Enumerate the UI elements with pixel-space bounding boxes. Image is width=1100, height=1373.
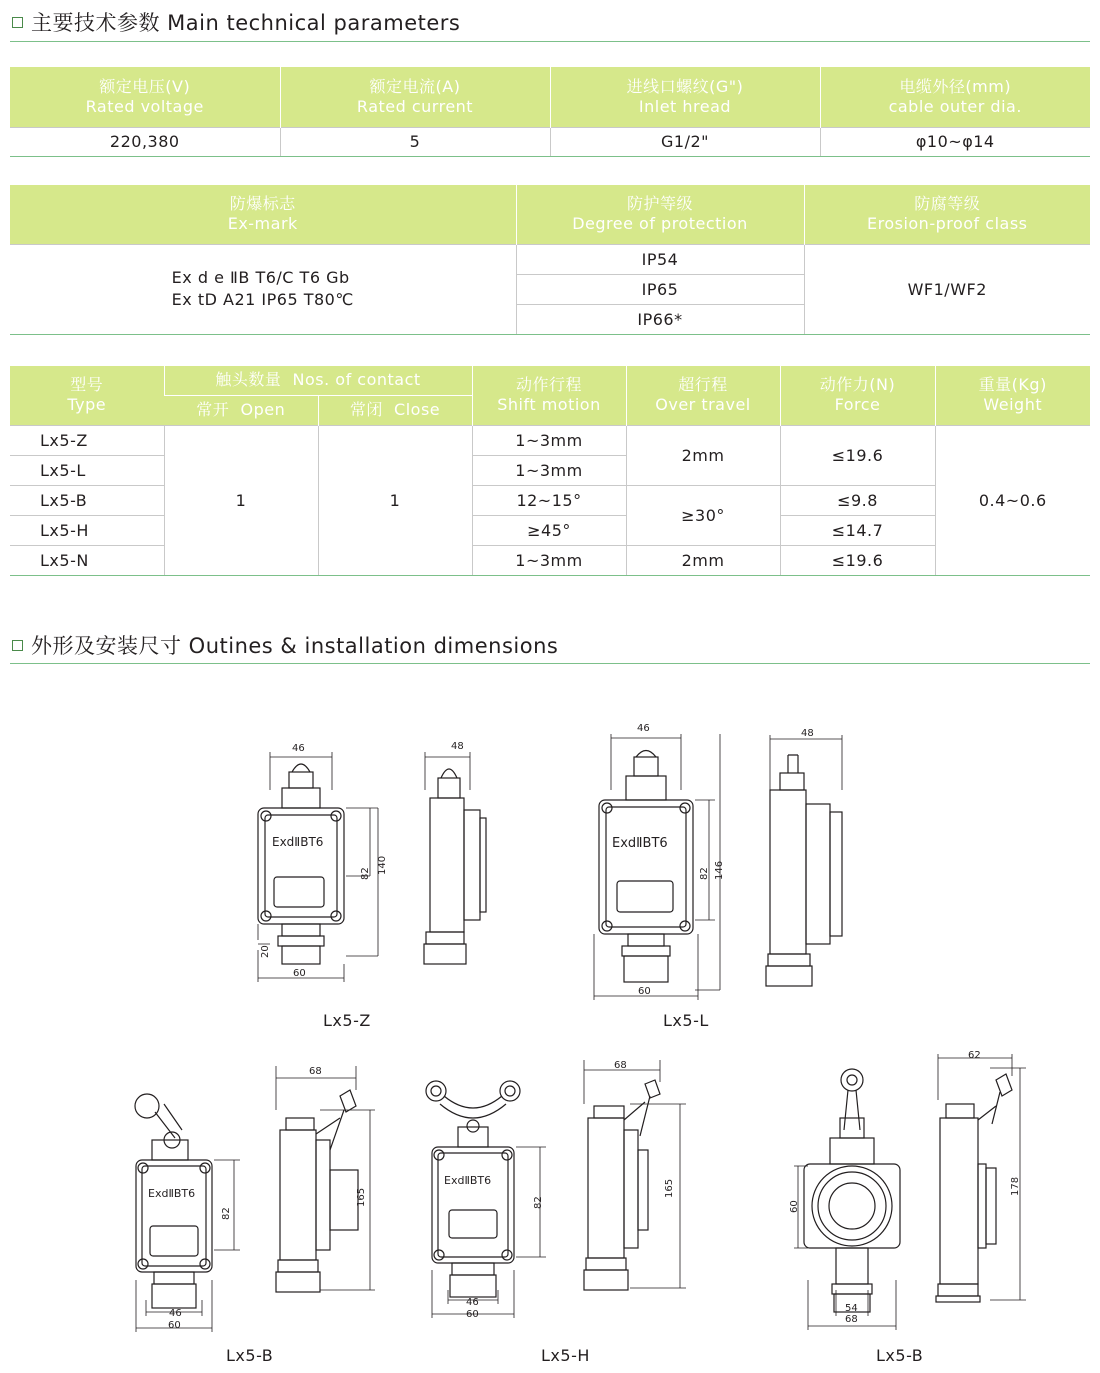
header-weight: 重量(Kg) Weight — [935, 366, 1090, 425]
cell-force: ≤9.8 — [780, 485, 935, 515]
lx5-l-front-view — [594, 723, 725, 1000]
cell-over: 2mm — [626, 425, 780, 485]
cell-rated-current: 5 — [280, 127, 550, 156]
header-shift-motion: 动作行程 Shift motion — [472, 366, 626, 425]
header-open: 常开 Open — [164, 395, 318, 425]
svg-text:68: 68 — [309, 1066, 322, 1077]
cell-cable-dia: φ10~φ14 — [820, 127, 1090, 156]
cell-type: Lx5-B — [10, 485, 164, 515]
svg-text:82: 82 — [533, 1196, 544, 1209]
cell-force: ≤19.6 — [780, 545, 935, 575]
svg-text:60: 60 — [293, 968, 306, 979]
cell-over: 2mm — [626, 545, 780, 575]
svg-text:20: 20 — [260, 945, 271, 958]
cell-shift: 1~3mm — [472, 455, 626, 485]
cell-protection-ip66: IP66* — [516, 304, 804, 334]
cell-open: 1 — [164, 425, 318, 575]
cell-over: ≥30° — [626, 485, 780, 545]
caption-lx5-z: Lx5-Z — [323, 1011, 371, 1030]
header-ex-mark: 防爆标志 Ex-mark — [10, 185, 516, 244]
cell-force: ≤14.7 — [780, 515, 935, 545]
header-close: 常闭 Close — [318, 395, 472, 425]
cell-weight: 0.4~0.6 — [935, 425, 1090, 575]
svg-text:68: 68 — [614, 1060, 627, 1071]
cell-shift: 1~3mm — [472, 545, 626, 575]
svg-text:82: 82 — [221, 1207, 232, 1220]
marking-text: ExdⅡBT6 — [148, 1187, 196, 1200]
lx5-h-side-view — [584, 1060, 686, 1290]
svg-text:165: 165 — [356, 1187, 367, 1207]
cell-shift: 12~15° — [472, 485, 626, 515]
svg-text:60: 60 — [466, 1309, 479, 1320]
caption-lx5-l: Lx5-L — [663, 1011, 709, 1030]
header-rated-current: 额定电流(A) Rated current — [280, 67, 550, 127]
svg-text:60: 60 — [638, 986, 651, 997]
cell-type: Lx5-L — [10, 455, 164, 485]
marking-text: ExdⅡBT6 — [612, 836, 668, 851]
cell-inlet-thread: G1/2" — [550, 127, 820, 156]
caption-lx5-b: Lx5-B — [226, 1346, 274, 1365]
svg-text:54: 54 — [845, 1303, 858, 1314]
svg-text:62: 62 — [968, 1050, 981, 1061]
header-inlet-thread: 进线口螺纹(G") Inlet hread — [550, 67, 820, 127]
svg-text:46: 46 — [637, 723, 650, 734]
section-title-technical: 主要技术参数 Main technical parameters — [12, 7, 460, 37]
svg-text:46: 46 — [169, 1308, 182, 1319]
caption-lx5-b2: Lx5-B — [876, 1346, 924, 1365]
svg-text:165: 165 — [664, 1178, 675, 1198]
header-rated-voltage: 额定电压(V) Rated voltage — [10, 67, 280, 127]
cell-shift: ≥45° — [472, 515, 626, 545]
header-cable-dia: 电缆外径(mm) cable outer dia. — [820, 67, 1090, 127]
svg-text:48: 48 — [801, 728, 814, 739]
lx5-b2-front-view — [789, 1069, 900, 1330]
svg-text:46: 46 — [292, 743, 305, 754]
header-type: 型号 Type — [10, 366, 164, 425]
lx5-b-side-view — [276, 1066, 375, 1292]
cell-close: 1 — [318, 425, 472, 575]
cell-rated-voltage: 220,380 — [10, 127, 280, 156]
marking-text: ExdⅡBT6 — [444, 1174, 492, 1187]
cell-shift: 1~3mm — [472, 425, 626, 455]
header-over-travel: 超行程 Over travel — [626, 366, 780, 425]
lx5-h-front-view — [426, 1081, 546, 1320]
svg-text:48: 48 — [451, 741, 464, 752]
svg-text:60: 60 — [789, 1200, 800, 1213]
header-contacts: 触头数量 Nos. of contact — [164, 366, 472, 395]
svg-text:82: 82 — [699, 867, 710, 880]
cell-protection-ip65: IP65 — [516, 274, 804, 304]
lx5-z-side-view — [424, 741, 486, 964]
cell-ex-mark: Ex d e ⅡB T6/C T6 Gb Ex tD A21 IP65 T80℃ — [10, 244, 516, 334]
cell-type: Lx5-N — [10, 545, 164, 575]
lx5-b2-side-view — [936, 1050, 1026, 1302]
caption-lx5-h: Lx5-H — [541, 1346, 590, 1365]
svg-text:68: 68 — [845, 1314, 858, 1325]
marking-text: ExdⅡBT6 — [272, 835, 324, 849]
cell-type: Lx5-H — [10, 515, 164, 545]
lx5-l-side-view — [766, 728, 842, 986]
svg-text:146: 146 — [714, 860, 725, 880]
lx5-z-front-view — [258, 743, 388, 982]
svg-text:178: 178 — [1010, 1176, 1021, 1196]
cell-protection-ip54: IP54 — [516, 244, 804, 274]
svg-text:82: 82 — [360, 867, 371, 880]
svg-text:140: 140 — [377, 855, 388, 875]
cell-force: ≤19.6 — [780, 425, 935, 485]
header-force: 动作力(N) Force — [780, 366, 935, 425]
header-degree-protection: 防护等级 Degree of protection — [516, 185, 804, 244]
svg-text:46: 46 — [466, 1297, 479, 1308]
header-erosion-class: 防腐等级 Erosion-proof class — [804, 185, 1090, 244]
section-title-dimensions: 外形及安装尺寸 Outines & installation dimensions — [12, 630, 558, 660]
cell-erosion-class: WF1/WF2 — [804, 244, 1090, 334]
lx5-b-front-view — [135, 1094, 240, 1332]
cell-type: Lx5-Z — [10, 425, 164, 455]
svg-text:60: 60 — [168, 1320, 181, 1331]
